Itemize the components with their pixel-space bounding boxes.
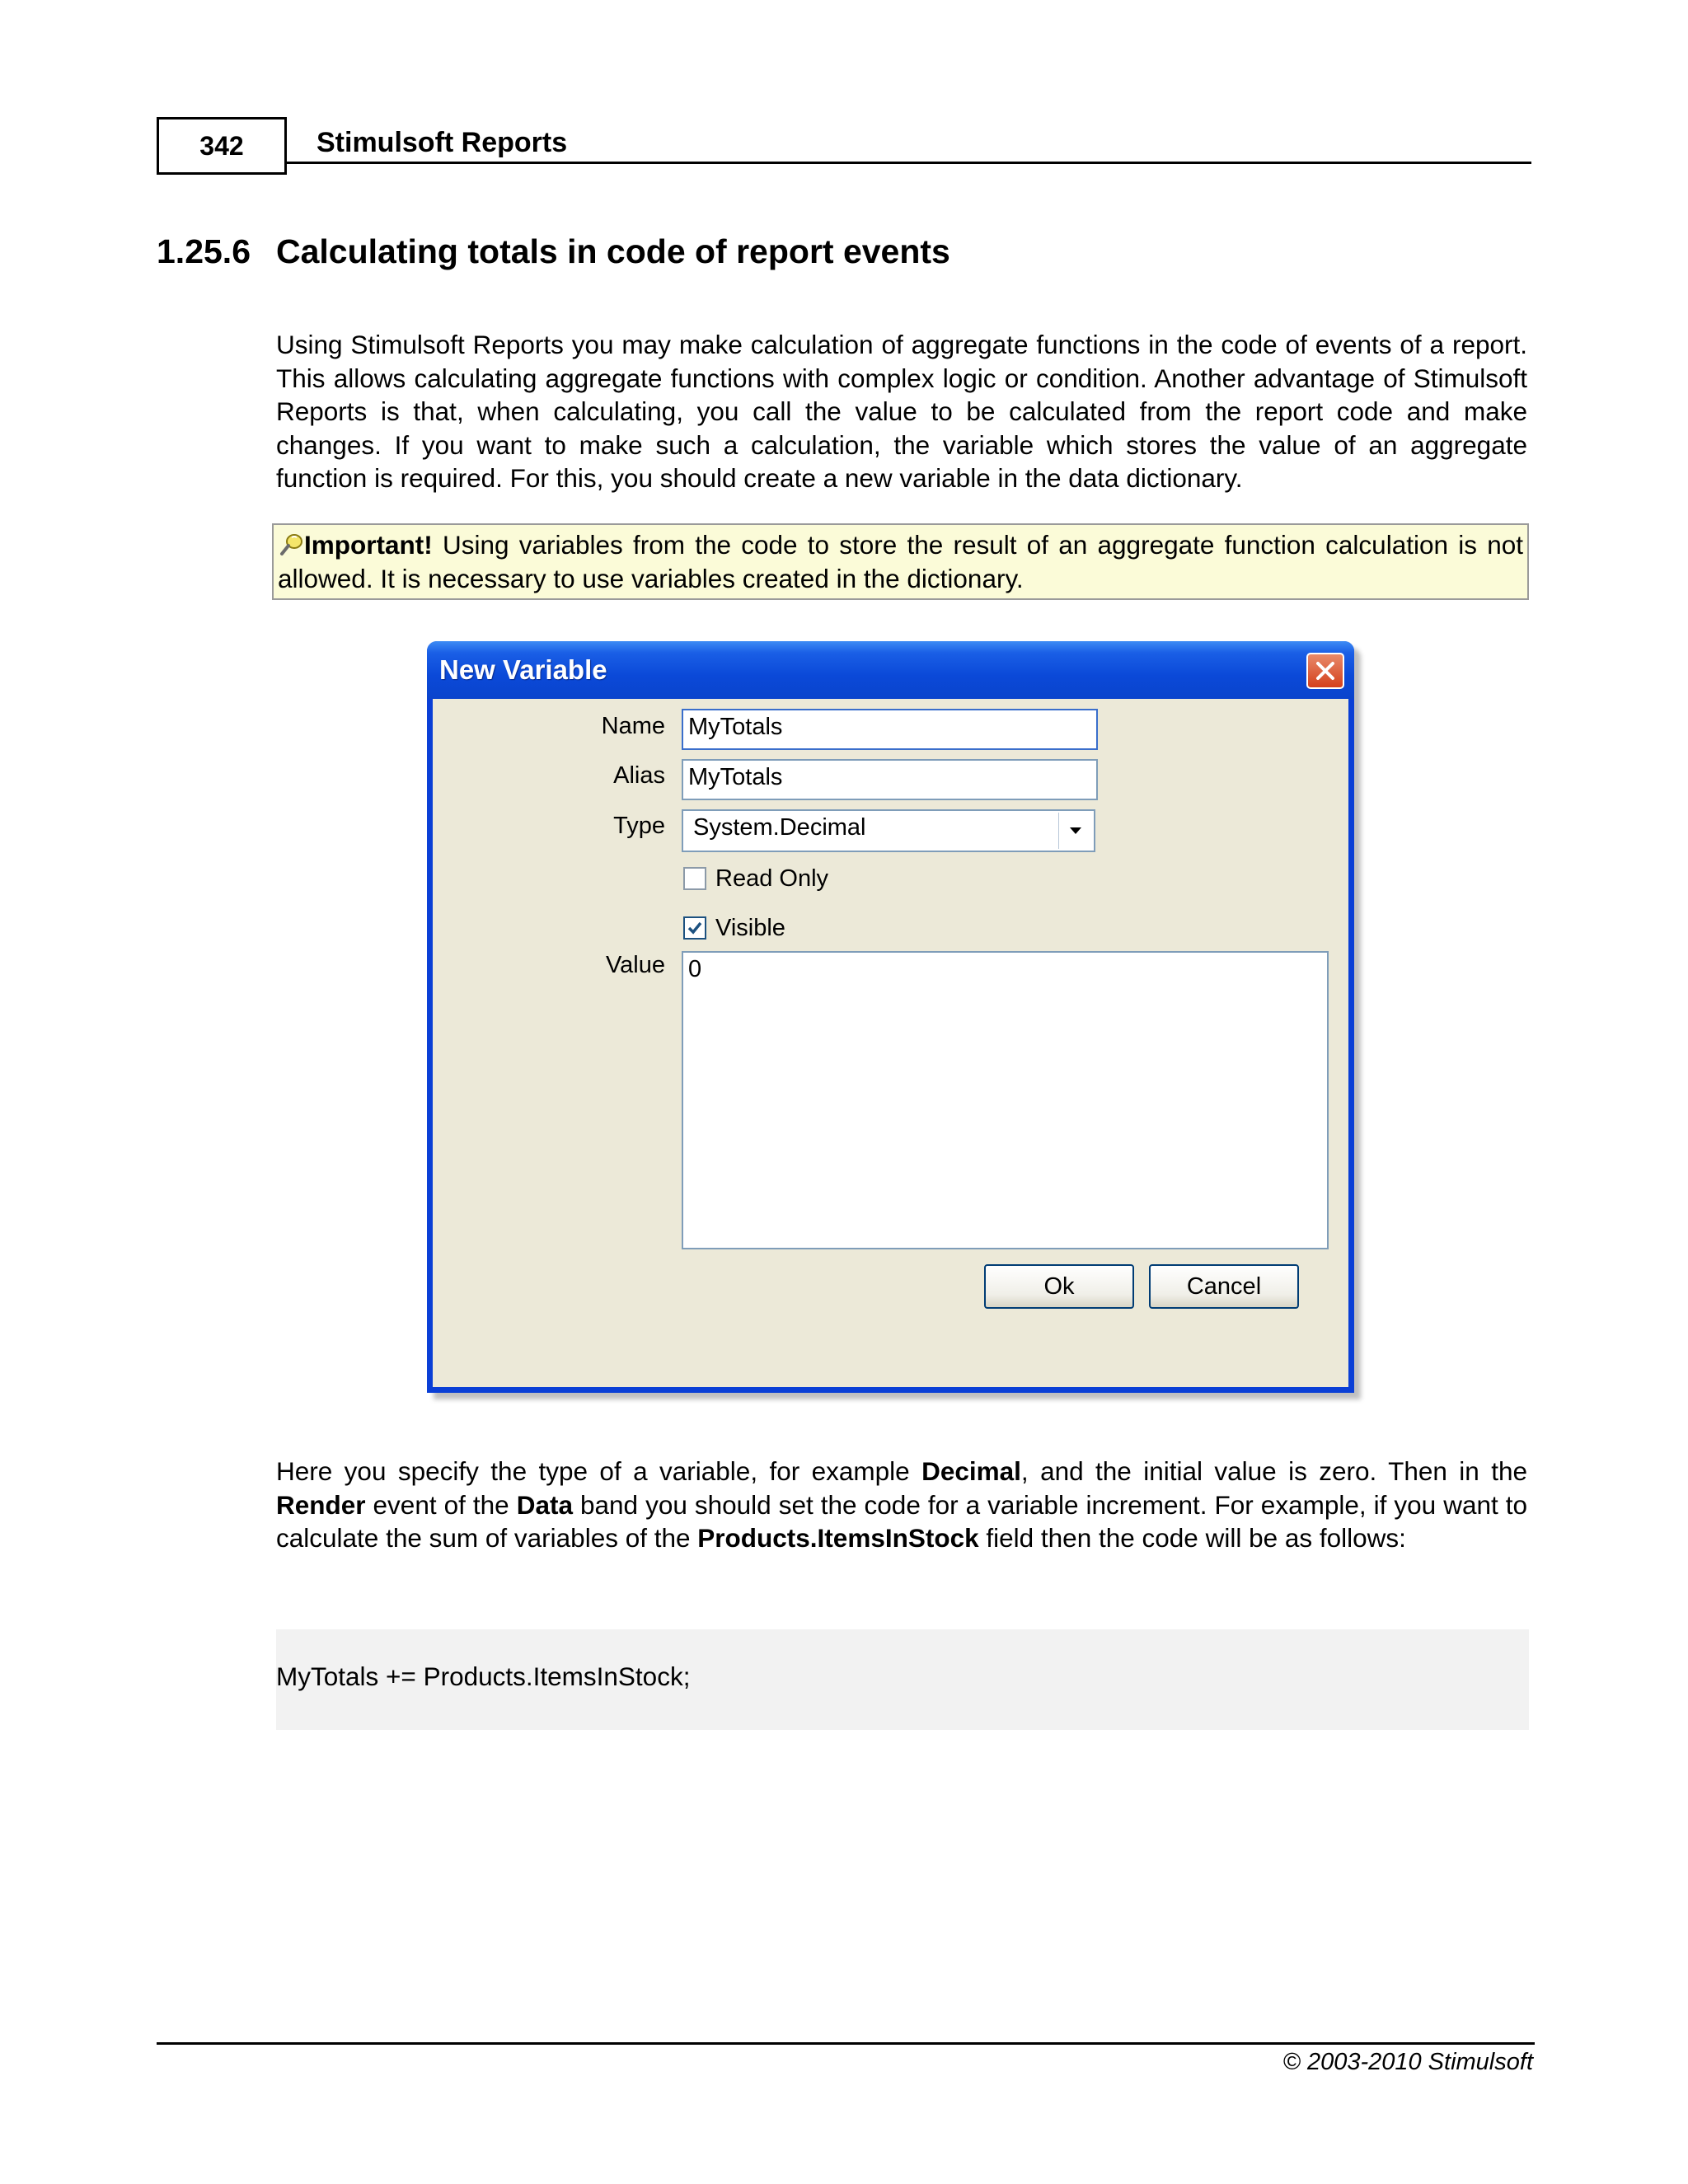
value-textarea[interactable]: 0 bbox=[682, 951, 1329, 1249]
checkmark-icon bbox=[687, 920, 703, 936]
visible-checkbox[interactable] bbox=[683, 916, 706, 940]
text-run: field then the code will be as follows: bbox=[978, 1523, 1406, 1553]
code-line: MyTotals += Products.ItemsInStock; bbox=[276, 1661, 691, 1691]
alias-input[interactable]: MyTotals bbox=[682, 759, 1098, 800]
cancel-button[interactable]: Cancel bbox=[1149, 1264, 1299, 1309]
footer-copyright: © 2003-2010 Stimulsoft bbox=[1282, 2049, 1533, 2075]
header-title: Stimulsoft Reports bbox=[316, 127, 568, 158]
type-dropdown-button[interactable] bbox=[1058, 813, 1092, 849]
new-variable-dialog bbox=[427, 641, 1354, 1393]
section-heading bbox=[157, 232, 950, 271]
alias-label: Alias bbox=[613, 762, 665, 789]
intro-paragraph: Using Stimulsoft Reports you may make calculation of aggregate functions in the code of events of a report. This allows calculating aggregate functions with complex logic or condition. Another advantage of Stimulsoft Reports is that, when calculating, you call the value to be calculated from the report code and make changes. If you want to make such a calculation, the variable which stores the value of an aggregate function is required. For this, you should create a new variable in the data dictionary. bbox=[276, 330, 1527, 493]
text-run: Here you specify the type of a variable, for example bbox=[276, 1456, 922, 1486]
type-selected-value: System.Decimal bbox=[693, 814, 866, 841]
dialog-title: New Variable bbox=[439, 654, 607, 685]
bold-data: Data bbox=[516, 1489, 573, 1520]
read-only-checkbox[interactable] bbox=[683, 867, 706, 890]
chevron-down-icon bbox=[1068, 826, 1083, 836]
header-rule bbox=[287, 162, 1531, 164]
text-run: band you should set the code for a variable increment. For example, if you want to calculate the sum of variables of the bbox=[276, 1489, 1528, 1553]
note-text: Using variables from the code to store the result of an aggregate function calculation is not allowed. It is necessary to use variables created in the dictionary. bbox=[278, 530, 1523, 593]
section-number: 1.25.6 bbox=[157, 232, 251, 270]
bold-decimal: Decimal bbox=[921, 1456, 1021, 1486]
important-note bbox=[272, 523, 1529, 600]
read-only-label[interactable]: Read Only bbox=[715, 865, 829, 892]
note-label: Important! bbox=[304, 530, 433, 560]
text-run: event of the bbox=[365, 1489, 517, 1520]
name-input[interactable]: MyTotals bbox=[682, 709, 1098, 750]
close-button[interactable] bbox=[1306, 653, 1344, 689]
explanation-paragraph bbox=[276, 1455, 1527, 1555]
dialog-titlebar[interactable] bbox=[427, 641, 1354, 699]
value-label: Value bbox=[605, 952, 665, 978]
text-run: , and the initial value is zero. Then in the bbox=[1020, 1456, 1528, 1486]
bold-field-name: Products.ItemsInStock bbox=[697, 1523, 979, 1553]
close-icon bbox=[1315, 660, 1336, 682]
dialog-client-area bbox=[433, 699, 1348, 1387]
type-label: Type bbox=[613, 813, 665, 839]
page-number: 342 bbox=[157, 117, 287, 175]
bold-render: Render bbox=[276, 1489, 366, 1520]
footer-rule bbox=[157, 2042, 1535, 2045]
lightbulb-icon bbox=[278, 532, 304, 557]
visible-label[interactable]: Visible bbox=[715, 915, 785, 941]
name-label: Name bbox=[601, 713, 665, 739]
code-block bbox=[276, 1629, 1529, 1730]
ok-button[interactable]: Ok bbox=[984, 1264, 1134, 1309]
section-title: Calculating totals in code of report events bbox=[276, 232, 950, 270]
type-select[interactable] bbox=[682, 809, 1095, 852]
